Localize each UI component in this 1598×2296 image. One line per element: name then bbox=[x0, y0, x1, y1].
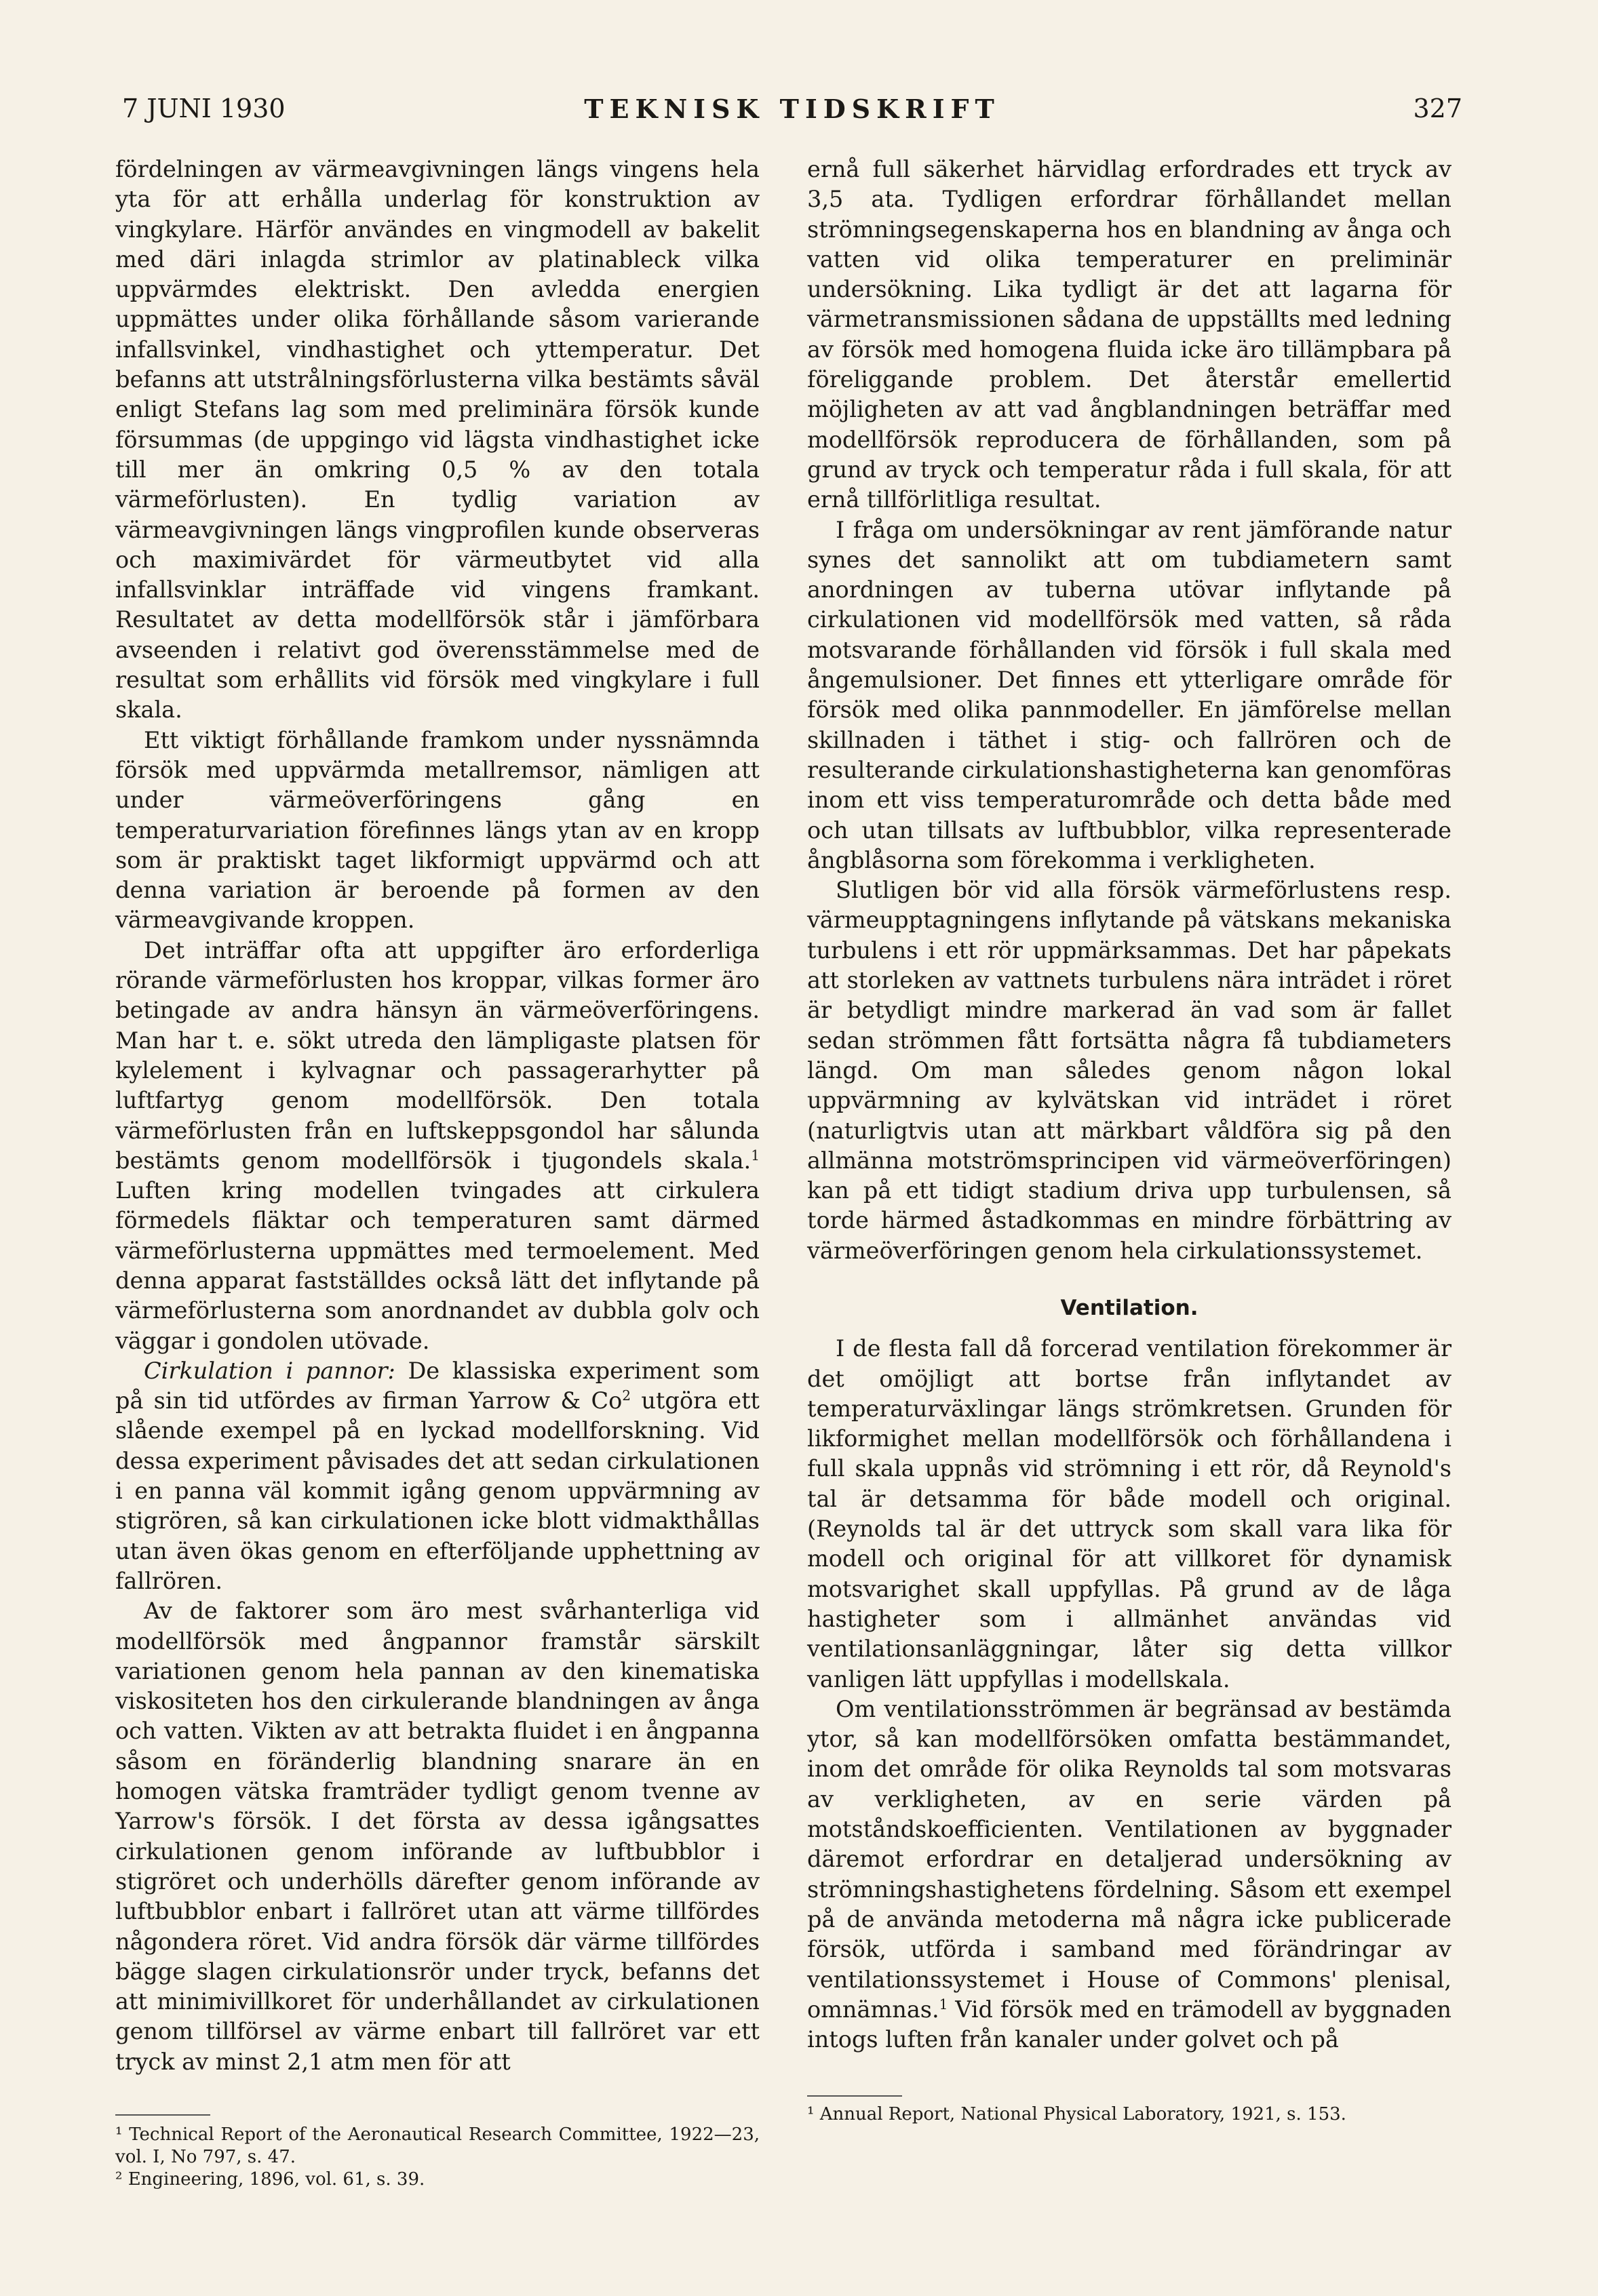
section-runin-heading: Cirkulation i pannor: bbox=[144, 1357, 395, 1384]
right-paragraph-4: I de flesta fall då forcerad ventilation förekommer är det omöjligt att bortse från inflytandet av temperaturväxlingar längs strömkretsen. Grunden för likformighet mellan modellförsök och förhållandena i full skala uppnås vid strömning i ett rör, då Reynold's tal är detsamma för både modell och original. (Reynolds tal är det uttryck som skall vara lika för modell och original för att villkoret för dynamisk motsvarighet skall uppfyllas. På grund av de låga hastigheter som i allmänhet användas vid ventilationsanläggningar, låter sig detta villkor vanligen lätt uppfyllas i modellskala. bbox=[807, 1335, 1451, 1693]
left-paragraph-3-text-b: Luften kring modellen tvingades att cirkulera förmedels fläktar och temperaturen samt därmed värmeförlusterna uppmättes med termoelement. Med denna apparat fastställdes också lätt det inflytande på värmeförlusterna som anordnandet av dubbla golv och väggar i gondolen utövade. bbox=[115, 1177, 760, 1354]
footnote-left-2: ² Engineering, 1896, vol. 61, s. 39. bbox=[115, 2169, 425, 2190]
left-paragraph-3 bbox=[115, 936, 760, 1356]
right-paragraph-3: Slutligen bör vid alla försök värmeförlustens resp. värmeupptagningens inflytande på vätskans mekaniska turbulens i ett rör uppmärksammas. Det har påpekats att storleken av vattnets turbulens nära inträdet i röret är betydligt mindre markerad än vad som är fallet sedan strömmen fått fortsätta några få tubdiameters längd. Om man således genom någon lokal uppvärmning av kylvätskan vid inträdet i röret (naturligtvis utan att märkbart våldföra sig på den allmänna motströmsprincipen vid värmeöverföringen) kan på ett tidigt stadium driva upp turbulensen, så torde härmed åstadkommas en mindre förbättring av värmeöverföringen genom hela cirkulationssystemet. bbox=[807, 877, 1451, 1264]
left-paragraph-1: fördelningen av värmeavgivningen längs vingens hela yta för att erhålla underlag för konstruktion av vingkylare. Härför användes en vingmodell av bakelit med däri inlagda strimlor av platinableck vilka uppvärmdes elektriskt. Den avledda energien uppmättes under olika förhållande såsom varierande infallsvinkel, vindhastighet och yttemperatur. Det befanns att utstrålningsförlusterna vilka bestämts såväl enligt Stefans lag som med preliminära försök kunde försummas (de uppgingo vid lägsta vindhastighet icke till mer än omkring 0,5 % av den totala värmeförlusten). En tydlig variation av värmeavgivningen längs vingprofilen kunde observeras och maximivärdet för värmeutbytet vid alla infallsvinklar inträffade vid vingens framkant. Resultatet av detta modellförsök står i jämförbara avseenden i relativt god överensstämmelse med de resultat som erhållits vid försök med vingkylare i full skala. bbox=[115, 156, 760, 724]
left-paragraph-2: Ett viktigt förhållande framkom under nyssnämnda försök med uppvärmda metallremsor, nämligen att under värmeöverföringens gång en temperaturvariation förefinnes längs ytan av en kropp som är praktiskt taget likformigt uppvärmd och att denna variation är beroende på formen av den värmeavgivande kroppen. bbox=[115, 726, 760, 934]
left-paragraph-4-text-b: utgöra ett slående exempel på en lyckad modellforskning. Vid dessa experiment påvisades det att sedan cirkulationen i en panna väl kommit igång genom uppvärmning av stigrören, så kan cirkulationen icke blott vidmakthållas utan även ökas genom en efterföljande upphettning av fallrören. bbox=[115, 1387, 760, 1594]
footnote-ref-right-1: 1 bbox=[939, 1996, 948, 2013]
left-paragraph-5: Av de faktorer som äro mest svårhanterliga vid modellförsök med ångpannor framstår särskilt variationen genom hela pannan av den kinematiska viskositeten hos den cirkulerande blandningen av ånga och vatten. Vikten av att betrakta fluidet i en ångpanna såsom en föränderlig blandning snarare än en homogen vätska framträder tydligt genom tvenne av Yarrow's försök. I det första av dessa igångsattes cirkulationen genom införande av luftbubblor i stigröret och underhölls därefter genom införande av luftbubblor enbart i fallröret utan att värme tillfördes någondera röret. Vid andra försök där värme tillfördes bägge slagen cirkulationsrör under tryck, befanns det att minimivillkoret för underhållandet av cirkulationen genom tillförsel av värme enbart till fallröret var ett tryck av minst 2,1 atm men för att bbox=[115, 1598, 760, 2075]
footnote-left-1: ¹ Technical Report of the Aeronautical Research Committee, 1922—23, vol. I, No 797, s. 47. bbox=[115, 2124, 760, 2167]
right-paragraph-5-text-b: Vid försök med en trämodell av byggnaden intogs luften från kanaler under golvet och på bbox=[807, 1996, 1451, 2053]
journal-title: TEKNISK TIDSKRIFT bbox=[584, 94, 1000, 124]
page-header bbox=[122, 94, 1462, 127]
footnote-ref-2: 2 bbox=[622, 1387, 631, 1404]
right-column bbox=[807, 155, 1451, 2055]
footnote-rule-left bbox=[115, 2114, 210, 2116]
issue-date: 7 JUNI 1930 bbox=[122, 94, 286, 123]
footnote-right-1: ¹ Annual Report, National Physical Laboratory, 1921, s. 153. bbox=[807, 2104, 1346, 2124]
page-number: 327 bbox=[1413, 94, 1462, 123]
right-paragraph-5 bbox=[807, 1695, 1451, 2055]
right-paragraph-2: I fråga om undersökningar av rent jämförande natur synes det sannolikt att om tubdiametern samt anordningen av tuberna utövar inflytande på cirkulationen vid modellförsök med vatten, så råda motsvarande förhållanden vid försök i full skala med ångemulsioner. Det finnes ett ytterligare område för försök med olika pannmodeller. En jämförelse mellan skillnaden i täthet i stig- och fallrören och de resulterande cirkulationshastigheterna kan genomföras inom ett viss temperaturområde och detta både med och utan tillsats av luftbubblor, vilka representerade ångblåsorna som förekomma i verkligheten. bbox=[807, 516, 1451, 873]
left-paragraph-4-text-a: De klassiska experiment som på sin tid utfördes av firman Yarrow & Co bbox=[115, 1357, 760, 1414]
section-heading-ventilation: Ventilation. bbox=[1060, 1295, 1198, 1320]
footnotes-left bbox=[115, 2124, 760, 2191]
right-paragraph-5-text-a: Om ventilationsströmmen är begränsad av bestämda ytor, så kan modellförsöken omfatta bestämmandet, inom det område för olika Reynolds tal som motsvaras av verkligheten, av en serie värden på motståndskoefficienten. Ventilationen av byggnader däremot erfordrar en detaljerad undersökning av strömningshastighetens fördelning. Såsom ett exempel på de använda metoderna må några icke publicerade försök, utförda i samband med förändringar av ventilationssystemet i House of Commons' plenisal, omnämnas. bbox=[807, 1695, 1451, 2023]
footnotes-right bbox=[807, 2103, 1451, 2126]
left-paragraph-3-text-a: Det inträffar ofta att uppgifter äro erforderliga rörande värmeförlusten hos kroppar, vilkas former äro betingade av andra hänsyn än värmeöverföringens. Man har t. e. sökt utreda den lämpligaste platsen för kylelement i kylvagnar och passagerarhytter på luftfartyg genom modellförsök. Den totala värmeförlusten från en luftskeppsgondol har sålunda bestämts genom modellförsök i tjugondels skala. bbox=[115, 936, 760, 1174]
right-paragraph-1: ernå full säkerhet härvidlag erfordrades ett tryck av 3,5 ata. Tydligen erfordrar förhållandet mellan strömningsegenskaperna hos en blandning av ånga och vatten vid olika temperaturer en preliminär undersökning. Lika tydligt är det att lagarna för värmetransmissionen sådana de uppställts med ledning av försök med homogena fluida icke äro tillämpbara på föreliggande problem. Det återstår emellertid möjligheten av att vad ångblandningen beträffar med modellförsök reproducera de förhållanden, som på grund av tryck och temperatur råda i full skala, för att ernå tillförlitliga resultat. bbox=[807, 156, 1451, 513]
left-paragraph-4 bbox=[115, 1356, 760, 1596]
footnote-ref-1: 1 bbox=[751, 1147, 760, 1164]
footnote-rule-right bbox=[807, 2095, 902, 2097]
left-column bbox=[115, 155, 760, 2077]
